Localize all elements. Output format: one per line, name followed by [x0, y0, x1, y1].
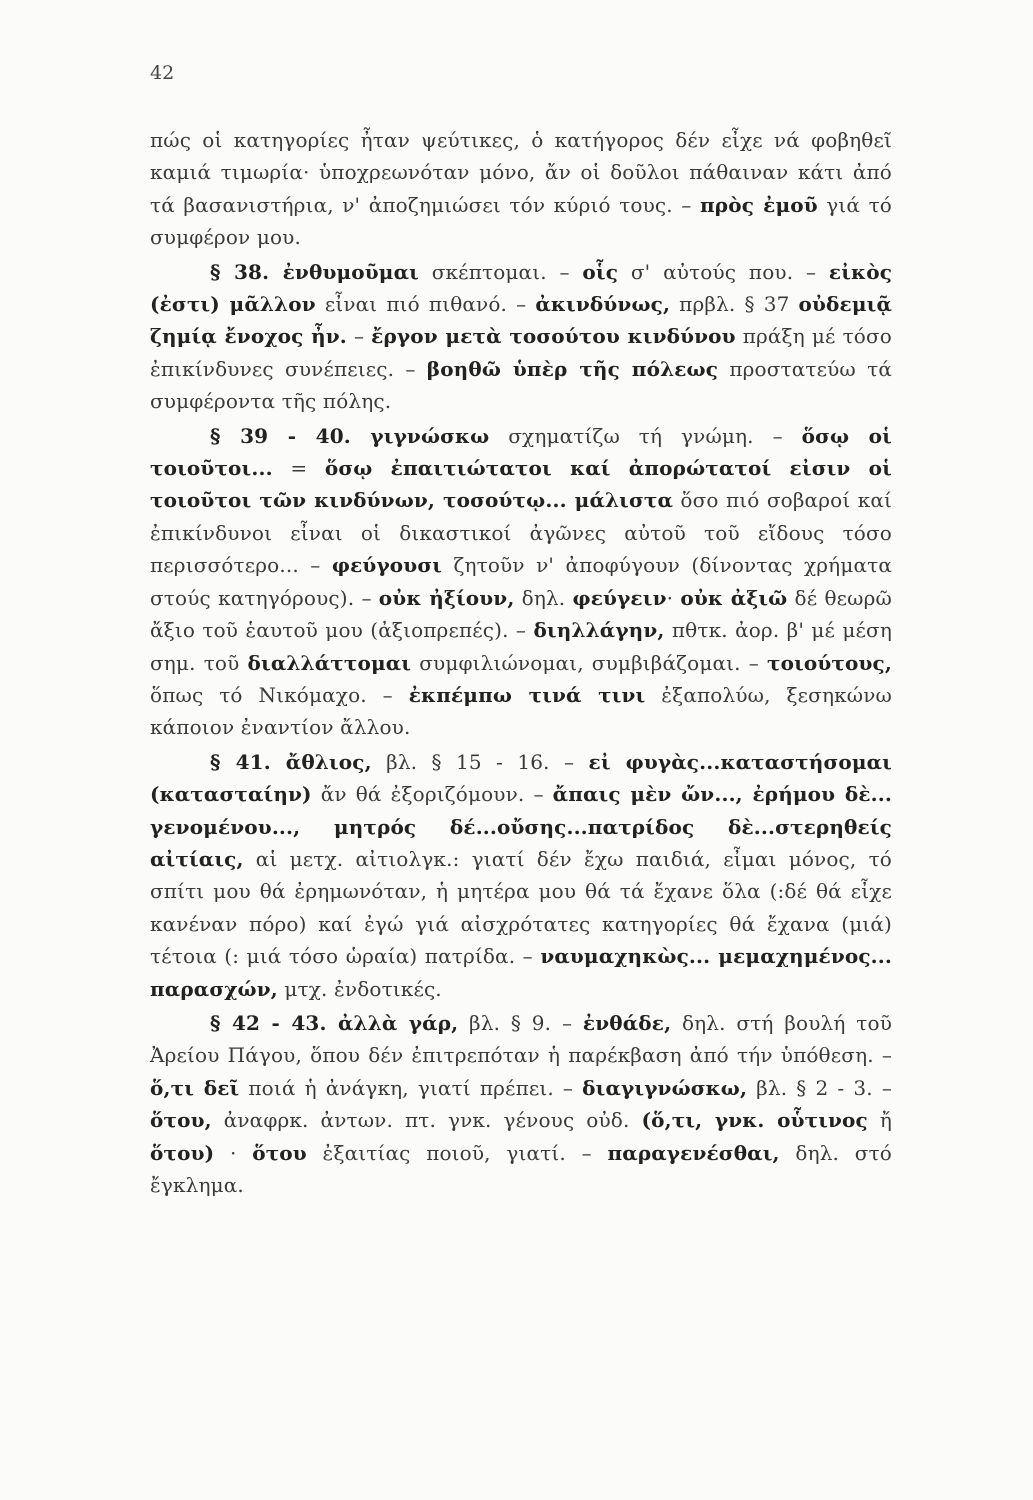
bold-term: ὅσῳ οἱ τοιοῦτοι...: [150, 423, 892, 481]
text-run: πώς οἱ κατηγορίες ἦταν ψεύτικες, ὁ κατήγορος δέν εἶχε νά φοβηθεῖ καμιά τιμωρία· ὑποχρεωνόταν μόνο, ἄν οἱ δοῦλοι πάθαιναν κάτι ἀπό τά βασανιστήρια, ν' ἀποζημιώσει τόν κύριό τους. –: [150, 128, 892, 217]
bold-term: ὅσῳ ἐπαιτιώτατοι καί ἀπορώτατοί εἰσιν οἱ τοιοῦτοι τῶν κινδύνων, τοσούτῳ... μάλιστα: [150, 456, 892, 513]
paragraph: [150, 1007, 892, 1201]
bold-term: ἔργον μετὰ τοσούτου κινδύνου: [371, 324, 736, 349]
text-run: –: [346, 324, 372, 349]
text-run: εἶναι πιό πιθανό. –: [315, 292, 536, 317]
text-run: δηλ. στό ἔγκλημα.: [150, 1140, 892, 1197]
text-run: δέ θεωρῶ ἄξιο τοῦ ἑαυτοῦ μου (ἀξιοπρεπές). –: [150, 585, 892, 643]
bold-term: διηλλάγην,: [533, 618, 665, 643]
bold-term: οὐκ ἀξιῶ: [680, 585, 788, 610]
text-run: ἀναφρκ. ἀντων. πτ. γνκ. γένους οὐδ.: [211, 1108, 642, 1133]
text-run: ἐξαπολύω, ξεσηκώνω κάποιον ἐναντίον ἄλλου.: [150, 682, 892, 740]
text-run: ὅπως τό Νικόμαχο. –: [150, 682, 409, 707]
bold-term: § 41. ἄθλιος,: [210, 749, 372, 774]
bold-term: οὐκ ἠξίουν,: [378, 585, 515, 610]
page-number: 42: [150, 62, 175, 84]
bold-term: § 42 - 43. ἀλλὰ γάρ,: [210, 1010, 459, 1035]
paragraph: [150, 746, 892, 1005]
bold-term: φεύγειν: [572, 585, 667, 610]
text-run: σκέπτομαι. –: [418, 259, 583, 284]
text-run: σχηματίζω τή γνώμη. –: [489, 423, 802, 448]
bold-term: § 38. ἐνθυμοῦμαι: [210, 259, 419, 284]
text-run: ζητοῦν ν' ἀποφύγουν (δίνοντας χρήματα στούς κατηγόρους). –: [150, 553, 892, 610]
paragraph: [150, 256, 892, 418]
bold-term: διαλλάττομαι: [247, 650, 412, 675]
bold-term: ἀκινδύνως,: [535, 292, 671, 317]
text-run: δηλ.: [514, 585, 573, 610]
text-run: =: [272, 456, 325, 481]
text-run: βλ. § 9. –: [458, 1010, 583, 1035]
bold-term: ὅτου: [252, 1140, 307, 1165]
bold-term: παραγενέσθαι,: [607, 1140, 780, 1165]
paragraph: [150, 124, 892, 254]
text-run: αἱ μετχ. αἰτιολγκ.: γιατί δέν ἔχω παιδιά, εἶμαι μόνος, τό σπίτι μου θά ἐρημωνόταν, ἡ μητέρα μου θά τά ἔχανε ὅλα (:δέ θά εἶχε κανέναν πόρο) καί ἐγώ γιά αἰσχρότατες κατηγορίες θά ἔχανα (μιά) τέτοια (: μιά τόσο ὡραία) πατρίδα. –: [150, 846, 892, 969]
text-run: πράξη μέ τόσο ἐπικίνδυνες συνέπειες. –: [150, 324, 892, 381]
paragraph: [150, 420, 892, 744]
bold-term: εἰκὸς (ἐστι) μᾶλλον: [150, 259, 893, 317]
text-block: [150, 124, 892, 1203]
bold-term: ὅτου): [150, 1140, 215, 1165]
text-run: ἄν θά ἐξοριζόμουν. –: [311, 782, 553, 807]
text-run: βλ. § 15 - 16. –: [371, 749, 589, 774]
text-run: δηλ. στή βουλή τοῦ Ἀρείου Πάγου, ὅπου δέν ἐπιτρεπόταν ἡ παρέκβαση ἀπό τήν ὑπόθεση. –: [150, 1010, 893, 1068]
bold-term: ἄπαις μὲν ὤν..., ἐρήμου δὲ... γενομένου..., μητρός δέ...οὔσης...πατρίδος δὲ...στερηθείς αἰτίαις,: [150, 782, 892, 871]
bold-term: τοιούτους,: [766, 650, 892, 675]
bold-term: πρὸς ἐμοῦ: [699, 192, 818, 217]
bold-term: διαγιγνώσκω,: [582, 1075, 748, 1100]
text-run: συμφιλιώνομαι, συμβιβάζομαι. –: [411, 650, 767, 675]
bold-term: βοηθῶ ὑπὲρ τῆς πόλεως: [426, 356, 719, 381]
text-run: προστατεύω τά συμφέροντα τῆς πόλης.: [150, 356, 892, 414]
bold-term: ἐκπέμπω τινά τινι: [408, 682, 646, 707]
text-run: βλ. § 2 - 3. –: [747, 1075, 892, 1100]
text-run: πθτκ. ἀορ. β' μέ μέση σημ. τοῦ: [150, 618, 892, 675]
text-run: ·: [214, 1140, 253, 1165]
bold-term: ὅ,τι δεῖ: [150, 1075, 240, 1100]
text-run: σ' αὐτούς που. –: [618, 259, 829, 284]
text-run: ἤ: [867, 1108, 893, 1133]
text-run: ἐξαιτίας ποιοῦ, γιατί. –: [306, 1140, 608, 1165]
text-run: γιά τό συμφέρον μου.: [150, 192, 892, 250]
bold-term: § 39 - 40. γιγνώσκω: [210, 423, 490, 448]
bold-term: οἷς: [582, 259, 619, 284]
bold-term: ναυμαχηκὼς... μεμαχημένος... παρασχών,: [150, 944, 893, 1001]
bold-term: ἐνθάδε,: [582, 1010, 672, 1035]
text-run: ποιά ἡ ἀνάγκη, γιατί πρέπει. –: [239, 1075, 583, 1100]
bold-term: οὐδεμιᾷ ζημίᾳ ἔνοχος ἦν.: [150, 292, 893, 349]
text-run: πρβλ. § 37: [670, 292, 799, 317]
text-run: ὅσο πιό σοβαροί καί ἐπικίνδυνοι εἶναι οἱ δικαστικοί ἀγῶνες αὐτοῦ τοῦ εἴδους τόσο περισσότερο... –: [150, 488, 892, 578]
bold-term: ὅτου,: [150, 1108, 212, 1133]
bold-term: φεύγουσι: [331, 553, 443, 578]
bold-term: εἰ φυγὰς...καταστήσομαι (κατασταίην): [150, 749, 893, 807]
bold-term: (ὅ,τι, γνκ. οὗτινος: [641, 1108, 868, 1133]
text-run: μτχ. ἐνδοτικές.: [277, 976, 442, 1001]
text-run: ·: [666, 585, 681, 610]
